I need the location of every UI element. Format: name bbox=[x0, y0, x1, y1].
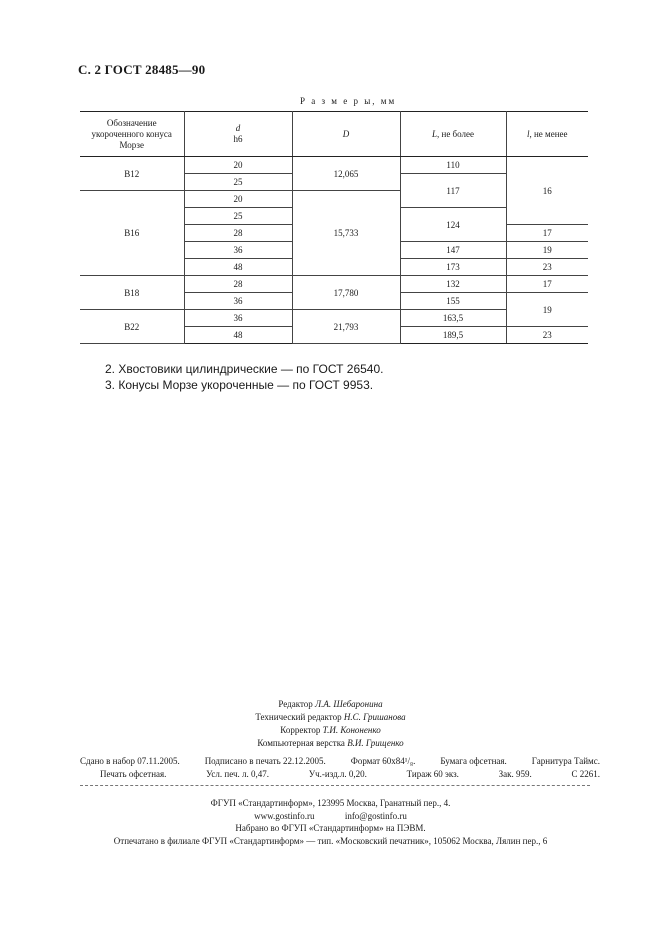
credits bbox=[0, 698, 661, 750]
credit-corrector bbox=[0, 724, 661, 737]
cell-L: 124 bbox=[400, 208, 506, 242]
cell-d: 28 bbox=[184, 276, 292, 293]
cell-l: 17 bbox=[506, 225, 588, 242]
imprint-item: Формат 60х84¹/₈. bbox=[350, 756, 416, 766]
imprint-item: С 2261. bbox=[571, 769, 600, 779]
note-item: 2. Хвостовики цилиндрические — по ГОСТ 26540. bbox=[105, 362, 384, 376]
cell-L: 189,5 bbox=[400, 327, 506, 344]
imprint-item: Уч.-изд.л. 0,20. bbox=[308, 769, 367, 779]
header-l: l, не менее bbox=[506, 112, 588, 157]
credit-role: Корректор bbox=[280, 725, 321, 735]
credit-layout bbox=[0, 737, 661, 750]
header-L: L, не более bbox=[400, 112, 506, 157]
table-row bbox=[80, 157, 588, 174]
cell-designation: B22 bbox=[80, 310, 184, 344]
cell-L: 163,5 bbox=[400, 310, 506, 327]
notes bbox=[105, 361, 383, 393]
table-row bbox=[80, 276, 588, 293]
cell-l: 17 bbox=[506, 276, 588, 293]
credit-role: Технический редактор bbox=[255, 712, 342, 722]
publisher-web bbox=[0, 810, 661, 823]
divider bbox=[80, 785, 590, 786]
cell-d: 36 bbox=[184, 293, 292, 310]
header-d-symbol: d bbox=[235, 123, 241, 133]
cell-d: 28 bbox=[184, 225, 292, 242]
header-D: D bbox=[292, 112, 400, 157]
table-caption: Р а з м е р ы, мм bbox=[300, 96, 397, 106]
cell-L: 117 bbox=[400, 174, 506, 208]
credit-role: Компьютерная верстка bbox=[257, 738, 345, 748]
cell-designation: B18 bbox=[80, 276, 184, 310]
credit-role: Редактор bbox=[278, 699, 313, 709]
header-d bbox=[184, 112, 292, 157]
publisher-address: ФГУП «Стандартинформ», 123995 Москва, Гранатный пер., 4. bbox=[210, 798, 451, 808]
imprint bbox=[80, 755, 600, 781]
header-designation: Обозначение укороченного конуса Морзе bbox=[80, 112, 184, 157]
note-item: 3. Конусы Морзе укороченные — по ГОСТ 9953. bbox=[105, 378, 374, 392]
cell-d: 48 bbox=[184, 327, 292, 344]
cell-L: 147 bbox=[400, 242, 506, 259]
sizes-table bbox=[80, 111, 588, 344]
cell-D: 12,065 bbox=[292, 157, 400, 191]
cell-l: 19 bbox=[506, 242, 588, 259]
publisher-printed: Отпечатано в филиале ФГУП «Стандартинформ» — тип. «Московский печатник», 105062 Москва, Лялин пер., 6 bbox=[113, 835, 548, 846]
publisher-info bbox=[0, 797, 661, 847]
website-link[interactable]: www.gostinfo.ru bbox=[254, 810, 315, 821]
cell-d: 25 bbox=[184, 174, 292, 191]
cell-L: 155 bbox=[400, 293, 506, 310]
header-d-tolerance: h6 bbox=[233, 134, 243, 144]
publisher-typeset: Набрано во ФГУП «Стандартинформ» на ПЭВМ. bbox=[235, 823, 426, 833]
cell-l: 23 bbox=[506, 327, 588, 344]
cell-d: 36 bbox=[184, 242, 292, 259]
cell-d: 20 bbox=[184, 157, 292, 174]
cell-l: 23 bbox=[506, 259, 588, 276]
imprint-line-1 bbox=[80, 755, 600, 768]
credit-name: Т.И. Кононенко bbox=[322, 725, 381, 735]
imprint-item: Бумага офсетная. bbox=[440, 756, 507, 766]
credit-editor bbox=[0, 698, 661, 711]
imprint-item: Сдано в набор 07.11.2005. bbox=[80, 756, 180, 766]
credit-tech-editor bbox=[0, 711, 661, 724]
cell-d: 20 bbox=[184, 191, 292, 208]
cell-l: 19 bbox=[506, 293, 588, 327]
table-header-row bbox=[80, 112, 588, 157]
cell-L: 173 bbox=[400, 259, 506, 276]
cell-d: 36 bbox=[184, 310, 292, 327]
page-header: С. 2 ГОСТ 28485—90 bbox=[78, 62, 206, 77]
cell-D: 21,793 bbox=[292, 310, 400, 344]
cell-D: 15,733 bbox=[292, 191, 400, 276]
cell-d: 25 bbox=[184, 208, 292, 225]
imprint-item: Усл. печ. л. 0,47. bbox=[206, 769, 270, 779]
imprint-item: Тираж 60 экз. bbox=[406, 769, 459, 779]
cell-L: 110 bbox=[400, 157, 506, 174]
cell-d: 48 bbox=[184, 259, 292, 276]
cell-designation: B16 bbox=[80, 191, 184, 276]
credit-name: Н.С. Гришанова bbox=[343, 712, 406, 722]
cell-L: 132 bbox=[400, 276, 506, 293]
credit-name: Л.А. Шебаронина bbox=[315, 699, 383, 709]
imprint-item: Зак. 959. bbox=[498, 769, 532, 779]
cell-l: 16 bbox=[506, 157, 588, 225]
credit-name: В.И. Грищенко bbox=[347, 738, 404, 748]
imprint-item: Гарнитура Таймс. bbox=[531, 756, 600, 766]
imprint-item: Печать офсетная. bbox=[100, 769, 167, 779]
imprint-line-2 bbox=[80, 768, 600, 781]
imprint-item: Подписано в печать 22.12.2005. bbox=[204, 756, 326, 766]
email-link[interactable]: info@gostinfo.ru bbox=[344, 810, 407, 821]
cell-D: 17,780 bbox=[292, 276, 400, 310]
cell-designation: B12 bbox=[80, 157, 184, 191]
